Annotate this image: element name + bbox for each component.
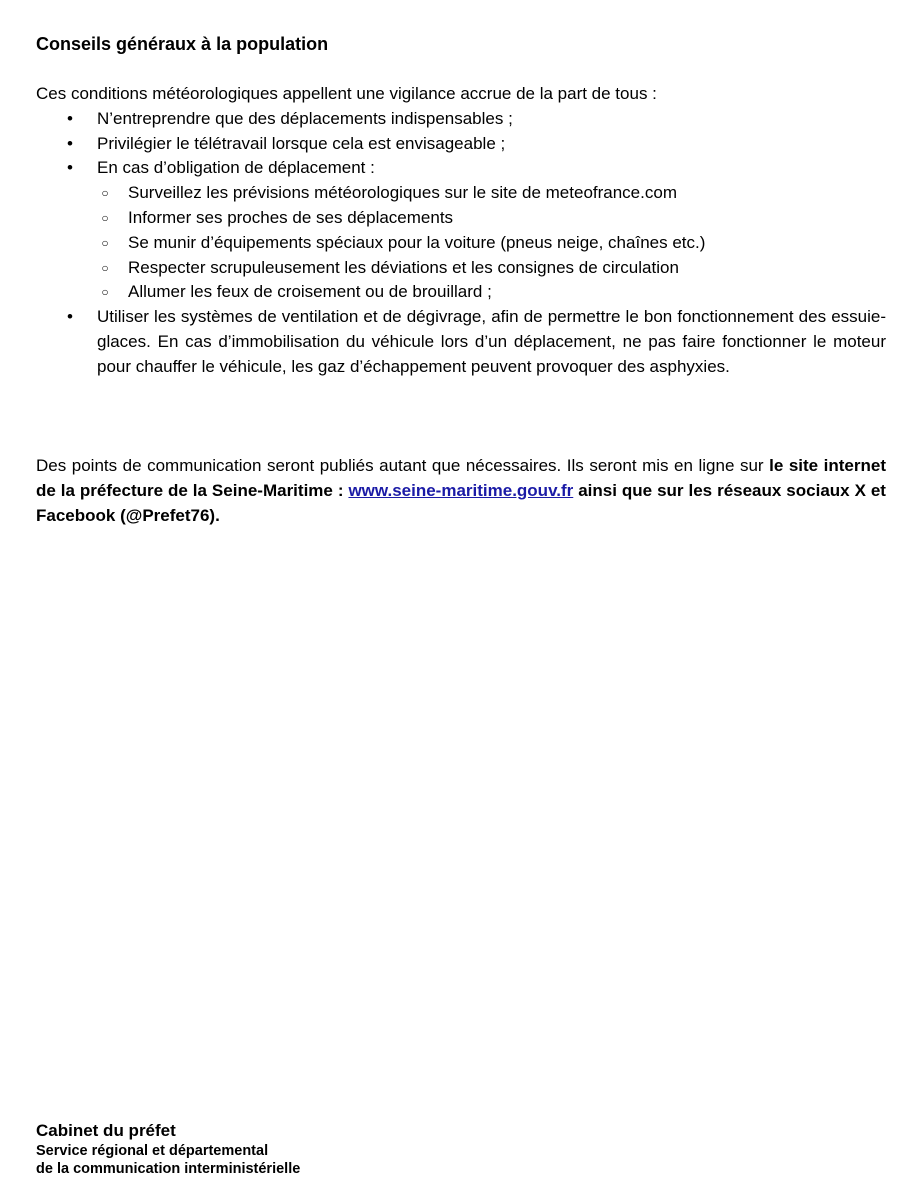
footer-title: Cabinet du préfet — [36, 1121, 176, 1140]
sub-list-item — [97, 256, 886, 281]
circle-bullet-icon: ○ — [101, 260, 109, 275]
communication-text: Des points de communication seront publiés autant que nécessaires. Ils seront mis en ligne sur — [36, 456, 764, 475]
sub-list-item-text: Surveillez les prévisions météorologiques sur le site de meteofrance.com — [128, 183, 677, 203]
sub-list-item-text: Respecter scrupuleusement les déviations et les consignes de circulation — [128, 257, 679, 277]
list-item-text: Utiliser les systèmes de ventilation et de dégivrage, afin de permettre le bon fonctionnement des essuie-glaces. En cas d’immobilisation du véhicule lors d’un déplacement, ne pas faire fonctionner le moteur pour chauffer le véhicule, les gaz d’échappement peuvent provoquer des asphyxies. — [97, 307, 886, 376]
list-item-text: Privilégier le télétravail lorsque cela est envisageable ; — [97, 133, 506, 153]
sub-list-item — [97, 181, 886, 206]
footer-signature — [36, 1120, 536, 1178]
sub-list-item — [97, 206, 886, 231]
circle-bullet-icon: ○ — [101, 210, 109, 225]
sub-advice-list — [97, 181, 886, 305]
list-item-text: En cas d’obligation de déplacement : — [97, 158, 375, 178]
advice-list — [36, 107, 886, 380]
bullet-icon: • — [67, 133, 73, 153]
communication-bold-text-social: ainsi que sur les réseaux sociaux X et Facebook (@Prefet76). — [36, 480, 886, 525]
bullet-icon: • — [67, 158, 73, 178]
intro-text: Ces conditions météorologiques appellent une vigilance accrue de la part de tous : — [36, 84, 657, 103]
bullet-icon: • — [67, 307, 73, 327]
bullet-icon: • — [67, 108, 73, 128]
sub-list-item — [97, 231, 886, 256]
sub-list-item-text: Informer ses proches de ses déplacements — [128, 207, 454, 227]
sub-list-item — [97, 280, 886, 305]
list-item-text: N’entreprendre que des déplacements indispensables ; — [97, 108, 513, 128]
list-item — [36, 107, 886, 132]
list-item — [36, 305, 886, 379]
sub-list-item-text: Allumer les feux de croisement ou de brouillard ; — [128, 282, 492, 302]
circle-bullet-icon: ○ — [101, 285, 109, 300]
footer-service-line: Service régional et départemental — [36, 1143, 269, 1159]
list-item — [36, 132, 886, 157]
circle-bullet-icon: ○ — [101, 235, 109, 250]
circle-bullet-icon: ○ — [101, 186, 109, 201]
sub-list-item-text: Se munir d’équipements spéciaux pour la voiture (pneus neige, chaînes etc.) — [128, 232, 706, 252]
list-item — [36, 156, 886, 305]
prefecture-website-link[interactable]: www.seine-maritime.gouv.fr — [348, 480, 574, 500]
footer-service-line: de la communication interministérielle — [36, 1161, 301, 1177]
advice-section — [36, 82, 886, 380]
communication-paragraph — [36, 454, 886, 528]
section-title: Conseils généraux à la population — [36, 34, 329, 54]
communication-bold-text: le site internet de la préfecture de la Seine-Maritime : — [36, 456, 886, 500]
